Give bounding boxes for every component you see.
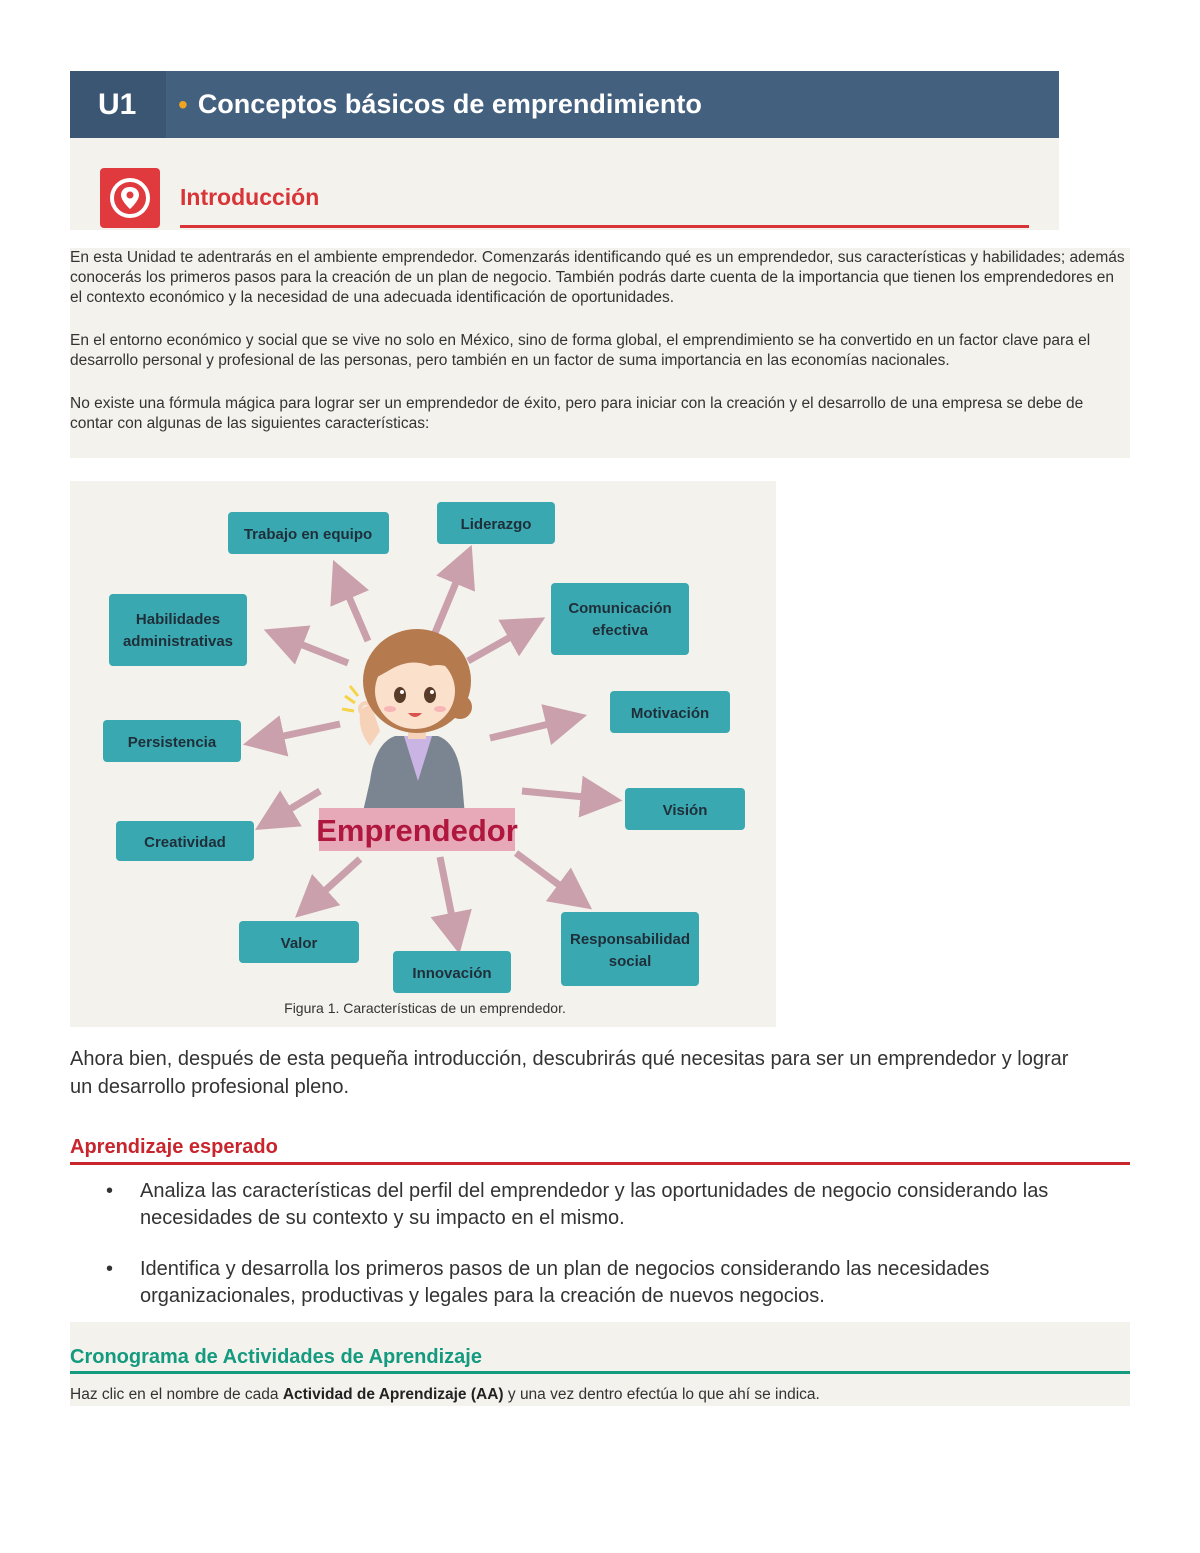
characteristic-innovacion <box>393 951 511 993</box>
svg-text:social: social <box>608 953 652 970</box>
svg-text:Comunicación: Comunicación <box>568 600 672 617</box>
cronograma-divider <box>70 1371 1130 1374</box>
intro-header <box>70 138 1059 230</box>
instruction-text: y una vez dentro efectúa lo que ahí se indica. <box>503 1386 820 1403</box>
characteristic-motivacion <box>610 691 730 733</box>
svg-text:Habilidades: Habilidades <box>135 611 221 628</box>
characteristics-diagram <box>70 481 776 1027</box>
list-item-text: Identifica y desarrolla los primeros pasos de un plan de negocios considerando las necesidades organizacionales, productivas y legales para la creación de nuevos negocios. <box>140 1258 990 1307</box>
intro-divider <box>180 225 1029 228</box>
intro-title: Introducción <box>180 184 320 210</box>
arrow <box>280 636 348 663</box>
characteristic-liderazgo <box>437 502 555 544</box>
cronograma-instructions <box>70 1386 820 1404</box>
arrow <box>435 561 465 633</box>
arrow <box>260 724 340 741</box>
intro-paragraph: En esta Unidad te adentrarás en el ambiente emprendedor. Comenzarás identificando qué es un emprendedor, sus características y habilidades; además conocerás los primeros pasos para la creación de un plan de negocio. También podrás darte cuenta de la importancia que tienen los emprendedores en el contexto económico y la necesidad de una adecuada identificación de oportunidades. <box>70 249 1125 306</box>
instruction-text: Haz clic en el nombre de cada <box>70 1386 283 1403</box>
svg-text:Motivación: Motivación <box>630 705 710 722</box>
svg-text:Responsabilidad: Responsabilidad <box>569 931 691 948</box>
svg-text:Valor: Valor <box>280 935 318 952</box>
characteristic-creatividad <box>116 821 254 861</box>
aprendizaje-divider <box>70 1162 1130 1165</box>
characteristic-trabajo-en-equipo <box>228 512 389 554</box>
svg-text:Innovación: Innovación <box>412 965 492 982</box>
svg-text:efectiva: efectiva <box>592 622 648 639</box>
bullet-icon: • <box>106 1258 114 1280</box>
arrow <box>468 626 530 661</box>
svg-text:Liderazgo: Liderazgo <box>460 516 532 533</box>
characteristic-valor <box>239 921 359 963</box>
list-item-text: Analiza las características del perfil del emprendedor y las oportunidades de negocio considerando las necesidades de su contexto y su impacto en el mismo. <box>140 1180 1049 1229</box>
characteristic-persistencia <box>103 720 241 762</box>
svg-text:administrativas: administrativas <box>122 633 234 650</box>
lead-text: Ahora bien, después de esta pequeña introducción, descubrirás qué necesitas para ser un emprendedor y lograr un desarrollo profesional pleno. <box>70 1048 1069 1098</box>
bullet-icon: • <box>106 1180 114 1202</box>
aprendizaje-list <box>70 1178 1130 1334</box>
arrow <box>516 853 578 899</box>
characteristic-responsabilidad-social <box>561 912 699 986</box>
arrow <box>490 719 570 738</box>
characteristics-figure <box>70 481 776 1027</box>
arrow <box>340 576 368 641</box>
list-item <box>70 1178 1130 1232</box>
characteristic-comunicacion-efectiva <box>551 583 689 655</box>
location-pin-icon <box>100 168 160 228</box>
unit-bullet: • <box>178 88 188 120</box>
aprendizaje-title: Aprendizaje esperado <box>70 1136 278 1158</box>
center-label: Emprendedor <box>316 813 518 848</box>
unit-title: Conceptos básicos de emprendimiento <box>197 89 702 119</box>
figure-caption: Figura 1. Características de un emprendedor. <box>284 1000 566 1016</box>
intro-paragraph: No existe una fórmula mágica para lograr ser un emprendedor de éxito, pero para iniciar con la creación y el desarrollo de una empresa se debe de contar con algunas de las siguientes características: <box>70 395 1084 432</box>
intro-text <box>70 248 1130 458</box>
svg-text:Creatividad: Creatividad <box>144 834 226 851</box>
arrow <box>308 859 360 906</box>
arrow <box>270 791 320 821</box>
arrow <box>522 791 605 799</box>
characteristic-vision <box>625 788 745 830</box>
entrepreneur-illustration <box>342 629 472 816</box>
intro-paragraph: En el entorno económico y social que se vive no solo en México, sino de forma global, el emprendimiento se ha convertido en un factor clave para el desarrollo personal y profesional de las personas, pero también en un factor de suma importancia en las economías nacionales. <box>70 332 1091 369</box>
svg-text:Persistencia: Persistencia <box>127 734 217 751</box>
unit-header <box>70 71 1059 138</box>
characteristic-habilidades-administrativas <box>109 594 247 666</box>
arrow <box>440 857 456 937</box>
svg-text:Visión: Visión <box>662 802 708 819</box>
cronograma-section <box>70 1322 1130 1406</box>
unit-code: U1 <box>70 71 166 138</box>
cronograma-title: Cronograma de Actividades de Aprendizaje <box>70 1346 482 1368</box>
svg-text:Trabajo en equipo: Trabajo en equipo <box>243 526 373 543</box>
instruction-emphasis: Actividad de Aprendizaje (AA) <box>282 1386 504 1403</box>
list-item <box>70 1256 1130 1310</box>
